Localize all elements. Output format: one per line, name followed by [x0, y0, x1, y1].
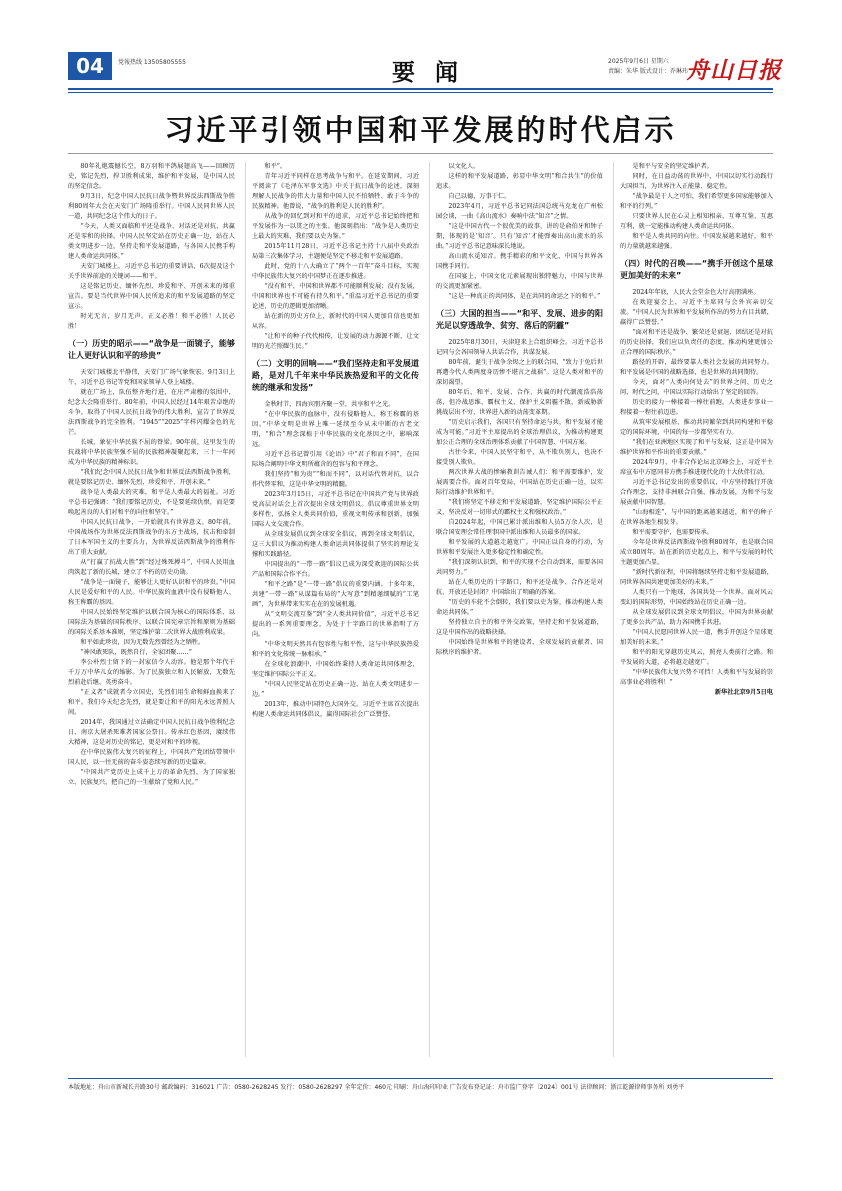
page-number: 04: [68, 52, 112, 80]
article-paragraph: 历史的接力一棒接着一棒往前跑，人类进步事业一程接着一程往前迈进。: [620, 399, 773, 416]
article-paragraph: “中华文明天然具有包容性与和平性，这与中华民族热爱和平的文化传统一脉相承。”: [252, 641, 419, 658]
article-paragraph: 习近平总书记曾引用《论语》中“君子和而不同”，在国际场合阐明中华文明所蕴含的包容与和平理念。: [252, 451, 419, 468]
header-rule-thin: [68, 92, 773, 93]
article-paragraph: “让和平的种子代代相传，让发展的动力源源不断，让文明的光芒照耀生民。”: [252, 333, 419, 350]
hotline-text: 党報热线 13505805555: [118, 59, 186, 66]
article-paragraph: 是和平与安全的坚定维护者。: [632, 163, 713, 170]
article-paragraph: 和平”。: [264, 163, 287, 170]
article-paragraph: 和平的阳光穿越历史风云，照亮人类前行之路。和平发展的大道，必将越走越宽广。: [620, 649, 773, 666]
article-paragraph: “中国人民愿同世界人民一道，携手开创这个星球更加美好的未来。”: [620, 629, 773, 646]
article-paragraph: 金秋时节，四海宾朋齐聚一堂，共享和平之光。: [264, 401, 395, 408]
section-subheading: （二）文明的回响——“我们坚持走和平发展道路，是对几千年来中华民族热爱和平的文化传统的继承和发扬”: [252, 359, 419, 392]
header-rule: [68, 88, 773, 90]
newspaper-logo: 舟山日报: [686, 57, 782, 84]
article-paragraph: 从“打赢了抗战大胜”到“经过殊死搏斗”，中国人民用血肉筑起了新的长城，建立了不朽的历史功勋。: [68, 559, 235, 576]
article-paragraph: 2023年4月，习近平总书记同法国总统马克龙在广州松园会谈，一曲《高山流水》奏响中法“知音”之情。: [436, 203, 603, 220]
article-paragraph: “和平之路”是“一带一路”倡议的重要内涵。十多年来，共建“一带一路”从谋篇布局的“大写意”到精谨细腻的“工笔画”，为世界带来实实在在的发展机遇。: [252, 581, 419, 608]
article-paragraph: 人类只有一个地球，各国共处一个世界。面对风云变幻的国际形势，中国始终站在历史正确一边。: [620, 589, 773, 606]
article-paragraph: 在欢迎宴会上，习近平主席同与会外宾亲切交流。“中国人民为世界和平发展所作出的努力有目共睹，赢得广泛赞誉。”: [620, 299, 773, 326]
article-paragraph: “这是中国古代一个很优美的故事，讲的是俞伯牙和钟子期，体现的是‘知音’。只有‘知音’才能弹奏出高山流水的乐曲。”习近平总书记意味深长地说。: [436, 223, 603, 250]
article-paragraph: 今年是世界反法西斯战争胜利80周年，也是联合国成立80周年。站在新的历史起点上，和平与发展的时代主题更加凸显。: [620, 539, 773, 566]
article-paragraph: “历史的车轮不会倒转，我们要以史为鉴，推动构建人类命运共同体。”: [436, 599, 603, 616]
article-paragraph: “正义者”成就者今立国史，先烈们用生命和鲜血换来了和平。我们今天纪念先烈，就是要让和平的阳光永远普照人间。: [68, 689, 235, 716]
article-paragraph: 今天，面对“人类向何处去”的世界之问、历史之问、时代之问，中国以实际行动给出了坚定的回答。: [620, 379, 773, 396]
section-subheading: （四）时代的召唤——“携手开创这个星球更加美好的未来”: [620, 259, 773, 280]
column-divider: [613, 162, 614, 1057]
editor-credits: 责编：朱华 版式设计：乔琳玮: [608, 68, 688, 75]
article-paragraph: 我们坚持“和为贵”“和而不同”，以对话代替对抗，以合作代替零和，这是中华文明的精髓。: [252, 471, 419, 488]
article-paragraph: 2013年，推动中国特色大国外交。习近平主席首次提出构建人类命运共同体倡议，赢得国际社会广泛赞誉。: [252, 701, 419, 718]
article-paragraph: “我们在亚洲地区实现了和平与发展，这正是中国为维护世界和平作出的重要贡献。”: [620, 439, 773, 456]
article-paragraph: “在中华民族的血脉中，没有侵略他人、称王称霸的基因。”中华文明是世界上唯一延续至今从未中断的古老文明，“和合”理念深植于中华民族的文化基因之中，影响深远。: [252, 411, 419, 448]
article-paragraph: 和平需要守护，也需要传承。: [632, 529, 713, 536]
article-paragraph: 80年后，和平、发展、合作、共赢的时代潮流浩浩荡荡，但冷战思维、霸权主义、保护主义阴霾不散，新威胁新挑战层出不穷，世界进入新的动荡变革期。: [436, 389, 603, 416]
article-paragraph: 路径的开辟，最终要靠人类社会发展的共同努力。和平发展是中国的战略选择，也是世界的共同期待。: [620, 359, 773, 376]
article-paragraph: 习近平总书记发出的重要倡议，中方坚持践行开放合作理念，支持非洲联合自强、推动发展，为和平与发展贡献中国智慧。: [620, 479, 773, 506]
article-paragraph: “中国共产党历史上成千上万的革命先烈，为了国家独立、民族复兴，把自己的一生献给了党和人民。”: [68, 769, 235, 786]
article-paragraph: 坚持独立自主的和平外交政策，坚持走和平发展道路，这是中国作出的战略抉择。: [436, 619, 603, 636]
article-paragraph: “今天，人类又面临和平还是战争、对话还是对抗、共赢还是零和的抉择。中国人民坚定站在历史正确一边，站在人类文明进步一边，坚持走和平发展道路，与各国人民携手构建人类命运共同体。”: [68, 223, 235, 260]
column-divider: [429, 162, 430, 1057]
section-subheading: （三）大国的担当——“和平、发展、进步的阳光足以穿透战争、贫穷、落后的阴霾”: [436, 309, 603, 330]
article-paragraph: 和平如此珍贵，因为无数先烈曾经为之牺牲。: [80, 639, 205, 646]
article-paragraph: “面对和平还是战争、繁荣还是衰退、团结还是对抗的历史抉择，我们应以负责任的态度，推动构建更加公正合理的国际秩序。”: [620, 329, 773, 356]
article-paragraph: 只要世界人民在心灵上相知相亲、互尊互鉴、互惠互利，就一定能推动构建人类命运共同体。: [620, 213, 773, 230]
article-paragraph: 同时，在日益动荡的世界中，中国以切实行动践行大国担当，为世界注入正能量、稳定性。: [620, 173, 773, 190]
article-paragraph: 两次世界大战的惨痛教训告诫人们：和平需要维护，发展需要合作。面对百年变局，中国站在历史正确一边，以实际行动维护世界和平。: [436, 469, 603, 496]
article-paragraph: 在中华民族伟大复兴的征程上，中国共产党团结带领中国人民，以一往无前的奋斗姿态续写新的历史篇章。: [68, 749, 235, 766]
article-paragraph: 这样的和平发展道路，彰显中华文明“和合共生”的价值追求。: [436, 173, 603, 190]
footer-info: 本版地址：舟山市新城长升路30号 邮政编码：316021 广告：0580-2628245 发行：0580-2628297 全年定价：460元 印刷：舟山海印印业 广告发布登记证：舟市监广登字〔2024〕001号 法律顾问：浙江乾源律师事务所 刘勇平: [68, 1084, 685, 1091]
article-paragraph: 战争是人类最大的灾难，和平是人类最大的福祉。习近平总书记强调：“我们要铭记历史，不是要延续仇恨，而是要唤起善良的人们对和平的向往和坚守。”: [68, 489, 235, 516]
dateline-signature: 新华社北京9月5日电: [714, 689, 773, 696]
article-paragraph: “山海相连”，与中国的距离越来越近，和平的种子在世界各地生根发芽。: [620, 509, 773, 526]
article-paragraph: 李公朴烈士留下的一封家信令人动容。他是那个年代千千万万中华儿女的缩影。为了民族独立和人民解放，无数先烈前赴后继、英勇奋斗。: [68, 659, 235, 686]
article-paragraph: 从战争的回忆到对和平的追求，习近平总书记始终把和平发展作为一以贯之的主张。他深刻指出：“战争是人类历史上最大的灾难，我们要以史为鉴。”: [252, 213, 419, 240]
article-paragraph: “历史启示我们，各国只有坚持命运与共，和平发展才能成为可能。”习近平主席提出的全球治理倡议，为推动构建更加公正合理的全球治理体系贡献了中国智慧、中国方案。: [436, 419, 603, 446]
article-paragraph: 此时，党的十八大确立了“两个一百年”奋斗目标，实现中华民族伟大复兴的中国梦正在逐步推进。: [252, 263, 419, 280]
article-paragraph: 长城，象征中华民族不屈的脊梁。90年前，这里发生的抗战将中华民族坚强不屈的民族精神凝聚起来，三十一年间成为中华民族的精神标识。: [68, 439, 235, 466]
article-paragraph: 自己以德，万事于仁。: [448, 193, 511, 200]
article-paragraph: 和平发展的大道越走越宽广。中国正以自身的行动，为世界和平发展注入更多稳定性和确定性。: [436, 539, 603, 556]
article-paragraph: 站在人类历史的十字路口，和平还是战争、合作还是对抗、开放还是封闭？中国给出了明确的答案。: [436, 579, 603, 596]
article-paragraph: 2025年8月30日，天津迎来上合组织峰会。习近平总书记同与会各国领导人共话合作，共谋发展。: [436, 339, 603, 356]
article-paragraph: 从筑牢发展根基、推动共同繁荣到共同构建和平稳定的国际环境，中国的每一步都坚实有力。: [620, 419, 773, 436]
article-paragraph: “中华民族伟大复兴势不可挡！人类和平与发展的崇高事业必将胜利！”: [620, 669, 773, 686]
article-paragraph: 2023年3月15日，习近平总书记在中国共产党与世界政党高层对话会上首次提出全球文明倡议。倡议尊重世界文明多样性，弘扬全人类共同价值，重视文明传承和创新，加强国际人文交流合作。: [252, 491, 419, 528]
article-column-3: [436, 162, 603, 1057]
article-paragraph: 2024年9月，中非合作论坛北京峰会上，习近平主席宣布中方愿同非方携手推进现代化的十大伙伴行动。: [620, 459, 773, 476]
article-paragraph: 高山流水觅知音。携手精彩的和平文化，中国与世界各国携手同行。: [436, 253, 603, 270]
article-paragraph: 2015年11月28日，习近平总书记主持十八届中央政治局第三次集体学习，主题便是坚定不移走和平发展道路。: [252, 243, 419, 260]
article-paragraph: “我们将坚定不移走和平发展道路，坚定维护国际公平正义，坚决反对一切形式的霸权主义和强权政治。”: [436, 499, 603, 516]
article-column-1: [68, 162, 235, 1057]
article-paragraph: 天安门城楼上，习近平总书记的重要讲话，6次提及这个关乎世界前途的关键词——和平。: [68, 263, 235, 280]
article-paragraph: 9月3日，纪念中国人民抗日战争暨世界反法西斯战争胜利80周年大会在天安门广场隆重举行。中国人民同世界人民一道，共同纪念这个伟大的日子。: [68, 193, 235, 220]
article-paragraph: 2024年年底，人民大会堂金色大厅高朋满座。: [632, 289, 760, 296]
article-paragraph: 从“文明交流互鉴”到“全人类共同价值”，习近平总书记提出的一系列重要理念，为处于十字路口的世界指明了方向。: [252, 611, 419, 638]
article-paragraph: 这是铭记历史、缅怀先烈、珍爱和平、开创未来的郑重宣告。要是当代世界中国人民所追求的和平发展道路的坚定宣示。: [68, 283, 235, 310]
article-paragraph: “战争最是于人之可怕，我们希望更多国家能够加入和平的行列。”: [620, 193, 773, 210]
article-paragraph: “这是一种真正的共同体，是在共同的命运之下的和平。”: [448, 293, 601, 300]
article-paragraph: 就在广场上，队伍整齐地行进，在庄严肃穆的氛围中，纪念大会隆重举行。80年前，中国人民经过14年艰苦卓绝的斗争，取得了中国人民抗日战争的伟大胜利，宣告了世界反法西斯战争的完全胜利。“1945”“2025”字样闪耀金色的光芒。: [68, 389, 235, 436]
article-paragraph: “新时代新征程，中国将继续坚持走和平发展道路，同世界各国共建更加美好的未来。”: [620, 569, 773, 586]
article-paragraph: “我们深刻认识到，和平的实现不会自动到来，需要各国共同努力。”: [436, 559, 603, 576]
issue-date: 2025年9月6日 星期六: [608, 58, 669, 65]
headline-rule: [68, 153, 773, 154]
article-paragraph: 从全球发展倡议到全球安全倡议，再到全球文明倡议，这三大倡议为推动构建人类命运共同体提供了坚实的理论支撑和实践路径。: [252, 531, 419, 558]
footer-rule: [68, 1078, 773, 1079]
column-divider: [245, 162, 246, 1057]
article-paragraph: 从全球发展倡议到全球文明倡议，中国为世界贡献了更多公共产品，助力各国携手共进。: [620, 609, 773, 626]
article-paragraph: 古往今来，中国人民坚守和平，从不欺负别人，也决不接受别人欺负。: [436, 449, 603, 466]
article-paragraph: 中国人民始终坚定维护以联合国为核心的国际体系、以国际法为基础的国际秩序、以联合国宪章宗旨和原则为基础的国际关系基本准则，坚定维护第二次世界大战胜利成果。: [68, 609, 235, 636]
article-paragraph: “中国人民坚定站在历史正确一边、站在人类文明进步一边。”: [252, 681, 419, 698]
article-paragraph: 天安门城楼北平静伟，天安门广场气象恢宏。9月3日上午，习近平总书记等党和国家领导人登上城楼。: [68, 369, 235, 386]
article-paragraph: 站在新的历史方位上，新时代的中国人更加自信也更加从容。: [252, 313, 419, 330]
section-subheading: （一）历史的昭示——“战争是一面镜子，能够让人更好认识和平的珍贵”: [68, 339, 235, 360]
article-paragraph: 自2024年起，中国已累计派出维和人员5万余人次，是联合国安理会常任理事国中派出维和人员最多的国家。: [436, 519, 603, 536]
article-paragraph: 2014年，我国通过立法确定中国人民抗日战争胜利纪念日、南京大屠杀死难者国家公祭日。传承红色基因，赓续伟大精神，这是对历史的铭记，更是对和平的珍视。: [68, 719, 235, 746]
article-paragraph: 中国提出的“一带一路”倡议已成为深受欢迎的国际公共产品和国际合作平台。: [252, 561, 419, 578]
article-paragraph: 和平是人类共同的向往。中国发展越来越好，和平的力量就越来越强。: [620, 233, 773, 250]
article-headline: 习近平引领中国和平发展的时代启示: [164, 113, 677, 147]
section-title: 要 闻: [391, 59, 464, 86]
article-paragraph: “神风敢死队，既然自行，全家团聚……”: [80, 649, 192, 656]
article-paragraph: “我们纪念中国人民抗日战争和世界反法西斯战争胜利，就是要铭记历史、缅怀先烈、珍爱和平、开创未来。”: [68, 469, 235, 486]
article-column-4: [620, 162, 773, 1057]
article-paragraph: “战争是一面镜子，能够让人更好认识和平的珍贵。”中国人民是爱好和平的人民。中华民族的血液中没有侵略他人、称王称霸的基因。: [68, 579, 235, 606]
article-paragraph: 时光无言，岁月无声。正义必胜！和平必胜！人民必胜！: [68, 313, 235, 330]
article-paragraph: 在国宴上，中国文化元素展现出独特魅力，中国与世界的交流更加紧密。: [436, 273, 603, 290]
article-paragraph: 80年礼炮震撼长空，8万羽和平鸽展翅高飞——回顾历史，铭记先烈，捍卫胜利成果，维护和平发展，是中国人民的坚定信念。: [68, 163, 235, 190]
article-paragraph: 中国始终是世界和平的建设者、全球发展的贡献者、国际秩序的维护者。: [436, 639, 603, 656]
article-column-2: [252, 162, 419, 1057]
article-paragraph: 在全球化浪潮中，中国始终秉持人类命运共同体理念，坚定维护国际公平正义。: [252, 661, 419, 678]
article-paragraph: 青年习近平同样在思考战争与和平。在延安期间，习近平阅读了《毛泽东军事文选》中关于抗日战争的论述，深刻理解人民战争的伟大力量和中国人民不怕牺牲、敢于斗争的民族精神。他曾说，“战争的胜利是人民的胜利”。: [252, 173, 419, 210]
article-paragraph: 以文化人。: [448, 163, 480, 170]
article-paragraph: “没有和平，中国和世界都不可能顺利发展；没有发展，中国和世界也不可能有持久和平。”重温习近平总书记的重要论述，历史的逻辑更加清晰。: [252, 283, 419, 310]
article-paragraph: 80年前，诞生于战争余烬之上的联合国，“致力于免后世再遭今代人类两度身历惨不堪言之战祸”。这是人类对和平的深切渴望。: [436, 359, 603, 386]
article-paragraph: 中国人民抗日战争，一开始就具有世界意义。80年前，中国战场作为世界反法西斯战争的东方主战场，抗击和牵制了日本军国主义的主要兵力，为世界反法西斯战争的胜利作出了重大贡献。: [68, 519, 235, 556]
